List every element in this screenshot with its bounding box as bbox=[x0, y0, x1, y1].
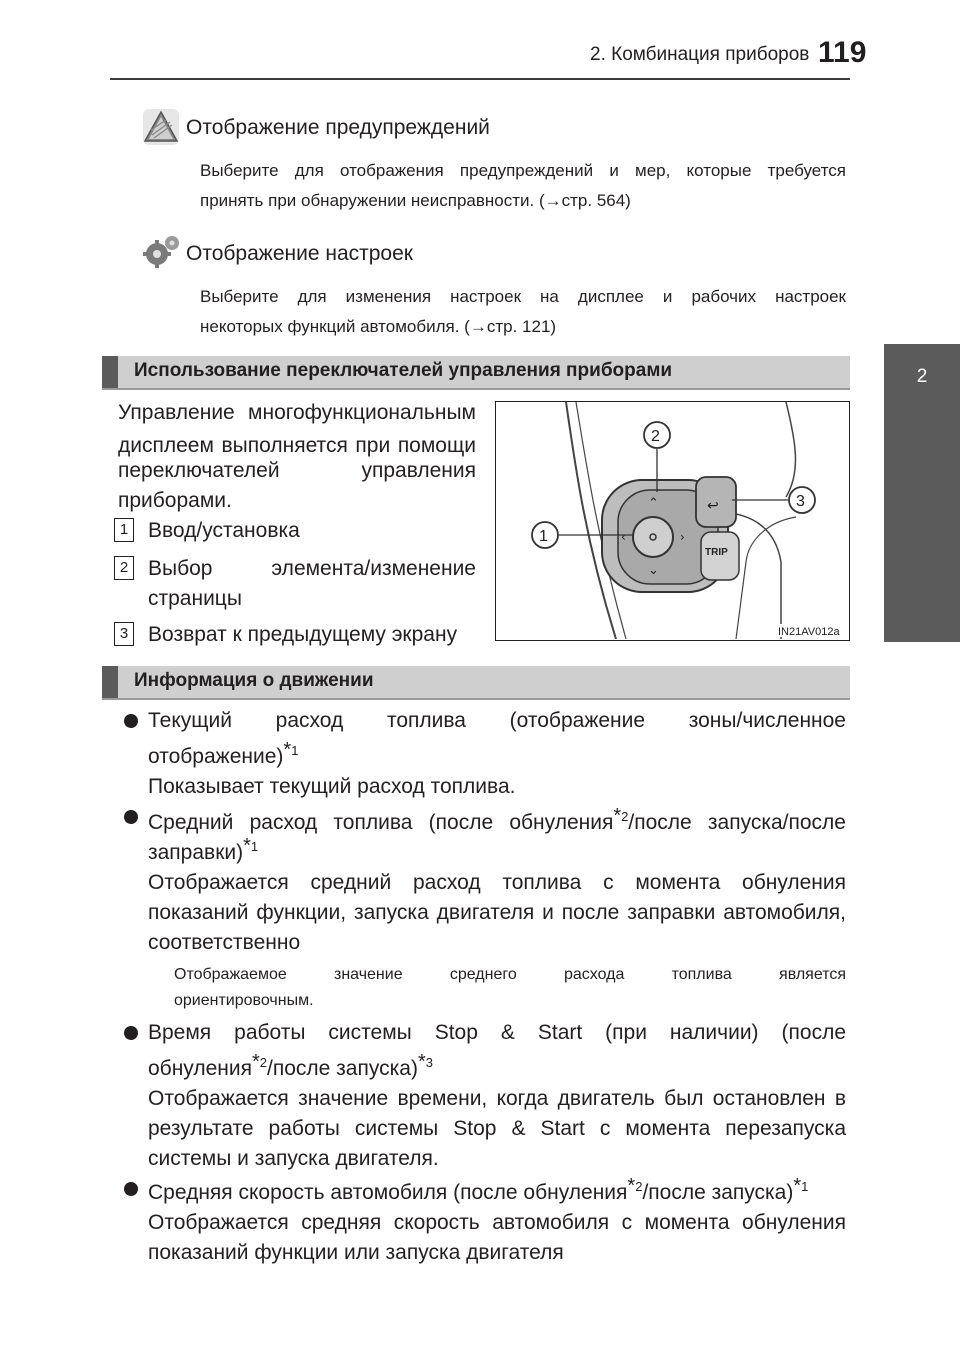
figure-code: IN21AV012a bbox=[778, 626, 840, 638]
steering-switch-figure bbox=[495, 401, 850, 641]
wheel-hub-line bbox=[786, 402, 795, 497]
section-bar-rule-2 bbox=[102, 698, 850, 700]
footnote-star-icon: * bbox=[613, 805, 622, 827]
bullet-3-footnote-1: 2 bbox=[259, 1055, 268, 1070]
down-arrow-icon: ⌄ bbox=[648, 563, 659, 578]
item-number-1: 1 bbox=[114, 518, 134, 542]
item-number-3: 3 bbox=[114, 622, 134, 646]
left-arrow-icon: ‹ bbox=[621, 530, 626, 544]
item-text-1: Ввод/установка bbox=[148, 519, 300, 542]
footnote-star-icon: * bbox=[243, 835, 251, 857]
bullet-2-note-2: ориентировочным. bbox=[174, 992, 314, 1009]
enter-button bbox=[633, 517, 673, 557]
bullet-3-desc-3: системы и запуска двигателя. bbox=[148, 1147, 439, 1170]
feature-desc-settings-line2: некоторых функций автомобиля. (→стр. 121) bbox=[200, 317, 557, 336]
bullet-2-footnote-1: 2 bbox=[621, 809, 629, 824]
header-rule bbox=[110, 78, 850, 80]
bullet-1-desc: Показывает текущий расход топлива. bbox=[148, 775, 516, 798]
bullet-4-footnote-1: 2 bbox=[635, 1179, 643, 1194]
section-bar-rule bbox=[102, 388, 850, 390]
footnote-star-icon: * bbox=[251, 1051, 260, 1073]
footnote-star-icon: * bbox=[627, 1175, 636, 1197]
item-text-2-line1: Выбор элемента/изменение bbox=[148, 557, 476, 580]
up-arrow-icon: ⌃ bbox=[648, 496, 659, 511]
right-arrow-icon: › bbox=[680, 530, 685, 544]
footnote-star-icon: * bbox=[283, 739, 292, 761]
bullet-3-line2b: /после запуска) bbox=[267, 1057, 418, 1080]
bullet-4-line1a: Средняя скорость автомобиля (после обнуления bbox=[148, 1181, 628, 1204]
bullet-2-desc-1: Отображается средний расход топлива с момента обнуления bbox=[148, 871, 846, 894]
bullet-dot-4 bbox=[124, 1182, 138, 1196]
bullet-3-line1: Время работы системы Stop & Start (при наличии) (после bbox=[148, 1021, 846, 1044]
intro-line-4: приборами. bbox=[118, 489, 232, 512]
bullet-4-desc-1: Отображается средняя скорость автомобиля с момента обнуления bbox=[148, 1211, 846, 1234]
bullet-1-footnote: 1 bbox=[291, 743, 299, 758]
section-bar-driving-info bbox=[102, 666, 850, 698]
item-text-3: Возврат к предыдущему экрану bbox=[148, 623, 458, 646]
intro-line-3: переключателей управления bbox=[118, 459, 476, 482]
footnote-star-icon: * bbox=[793, 1175, 802, 1197]
header-section-title: 2. Комбинация приборов bbox=[590, 44, 810, 65]
trip-label: TRIP bbox=[705, 547, 728, 558]
feature-desc-settings-line1: Выберите для изменения настроек на дисплее и рабочих настроек bbox=[200, 287, 846, 306]
bullet-dot-1 bbox=[124, 714, 138, 728]
feature-desc-warnings-line2: принять при обнаружении неисправности. (→стр. 564) bbox=[200, 191, 631, 210]
chapter-number: 2 bbox=[916, 366, 928, 387]
item-number-2: 2 bbox=[114, 556, 134, 580]
bullet-2-desc-2: показаний функции, запуска двигателя и после заправки автомобиля, bbox=[148, 901, 846, 924]
footnote-star-icon: * bbox=[417, 1051, 426, 1073]
bullet-2-note-1: Отображаемое значение среднего расхода топлива является bbox=[174, 966, 846, 983]
bullet-4-line1b: /после запуска) bbox=[642, 1181, 794, 1204]
bullet-2-footnote-2: 1 bbox=[250, 839, 259, 854]
feature-title-settings: Отображение настроек bbox=[186, 242, 413, 265]
callout-3-label: 3 bbox=[796, 493, 805, 510]
bullet-1-line2: отображение) bbox=[148, 745, 284, 768]
bullet-1-line1: Текущий расход топлива (отображение зоны/численное bbox=[148, 709, 846, 732]
section-title-driving-info: Информация о движении bbox=[134, 670, 374, 691]
section-bar-controls bbox=[102, 356, 850, 388]
bullet-dot-3 bbox=[124, 1026, 138, 1040]
bullet-4-footnote-2: 1 bbox=[801, 1179, 809, 1194]
intro-line-2: дисплеем выполняется при помощи bbox=[118, 434, 476, 457]
steering-switch-illustration bbox=[496, 402, 848, 639]
gear-icon bbox=[142, 232, 180, 270]
bullet-2-line1a: Средний расход топлива (после обнуления bbox=[148, 811, 614, 834]
page-number: 119 bbox=[818, 36, 867, 69]
feature-title-warnings: Отображение предупреждений bbox=[186, 116, 490, 139]
bullet-2-line2-wrap bbox=[148, 830, 846, 869]
back-arrow-icon: ↩ bbox=[707, 498, 719, 514]
bullet-3-desc-1: Отображается значение времени, когда двигатель был остановлен в bbox=[148, 1087, 846, 1110]
bullet-dot-2 bbox=[124, 810, 138, 824]
bullet-3-desc-2: результате работы системы Stop & Start с момента перезапуска bbox=[148, 1117, 846, 1140]
bullet-2-line2: заправки) bbox=[148, 841, 244, 864]
bullet-3-footnote-2: 3 bbox=[425, 1055, 433, 1070]
chapter-label-wrap bbox=[884, 400, 960, 640]
bullet-1-line2-wrap bbox=[148, 734, 846, 773]
bullet-2-desc-3: соответственно bbox=[148, 931, 301, 954]
bullet-4-desc-2: показаний функции или запуска двигателя bbox=[148, 1241, 564, 1264]
bullet-2-line1b: /после запуска/после bbox=[628, 811, 846, 834]
callout-2-label: 2 bbox=[651, 428, 660, 445]
bullet-4-line1-wrap bbox=[148, 1170, 846, 1209]
warning-icon bbox=[142, 108, 180, 146]
intro-line-1: Управление многофункциональным bbox=[118, 401, 476, 424]
feature-desc-warnings-line1: Выберите для отображения предупреждений и мер, которые требуется bbox=[200, 161, 846, 180]
bullet-3-line2-wrap bbox=[148, 1046, 846, 1085]
section-title-controls: Использование переключателей управления приборами bbox=[134, 360, 673, 381]
bullet-3-line2a: обнуления bbox=[148, 1057, 252, 1080]
item-text-2-line2: страницы bbox=[148, 587, 242, 610]
spoke-inner-line bbox=[736, 517, 796, 639]
callout-1-label: 1 bbox=[539, 528, 548, 545]
